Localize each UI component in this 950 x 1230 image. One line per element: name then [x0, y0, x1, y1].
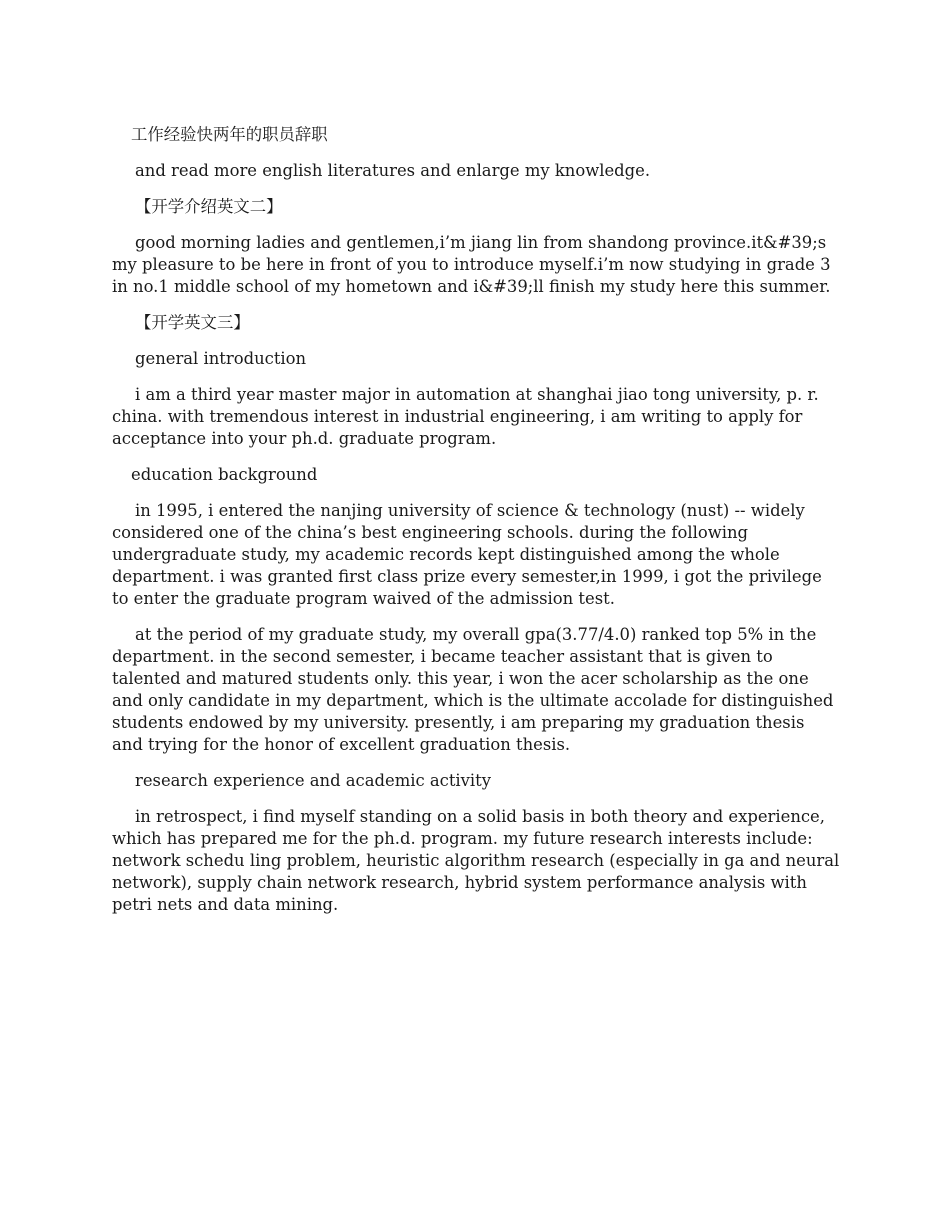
paragraph-education-2: at the period of my graduate study, my overall gpa(3.77/4.0) ranked top 5% in the department. in the second semester, i became teacher assistant that is given to talented and matured students only. this year, i won the acer scholarship as the one and only candidate in my department, which is the ultimate accolade for distinguished students endowed by my university. presently, i am preparing my graduation thesis and trying for the honor of excellent graduation thesis.	[112, 625, 834, 754]
subheading-general-introduction: general introduction	[135, 349, 307, 368]
document-body	[112, 124, 840, 930]
paragraph-introduction: i am a third year master major in automation at shanghai jiao tong university, p. r. china. with tremendous interest in industrial engineering, i am writing to apply for acceptance into your ph.d. graduate program.	[112, 385, 819, 448]
paragraph-1: and read more english literatures and enlarge my knowledge.	[135, 161, 651, 180]
paragraph-2: good morning ladies and gentlemen,i’m jiang lin from shandong province.it&#39;s my pleasure to be here in front of you to introduce myself.i’m now studying in grade 3 in no.1 middle school of my hometown and i&#39;ll finish my study here this summer.	[112, 233, 831, 296]
subheading-education-background: education background	[131, 465, 318, 484]
paragraph-education-1: in 1995, i entered the nanjing university of science & technology (nust) -- widely considered one of the china’s best engineering schools. during the following undergraduate study, my academic records kept distinguished among the whole department. i was granted first class prize every semester,in 1999, i got the privilege to enter the graduate program waived of the admission test.	[112, 501, 822, 608]
paragraph-research: in retrospect, i find myself standing on a solid basis in both theory and experience, which has prepared me for the ph.d. program. my future research interests include: network schedu ling problem, heuristic algorithm research (especially in ga and neural network), supply chain network research, hybrid system performance analysis with petri nets and data mining.	[112, 807, 840, 914]
section-heading-2: 【开学介绍英文二】	[135, 197, 283, 216]
subheading-research-experience: research experience and academic activity	[135, 771, 492, 790]
document-title: 工作经验快两年的职员辞职	[131, 125, 328, 144]
section-heading-3: 【开学英文三】	[135, 313, 250, 332]
